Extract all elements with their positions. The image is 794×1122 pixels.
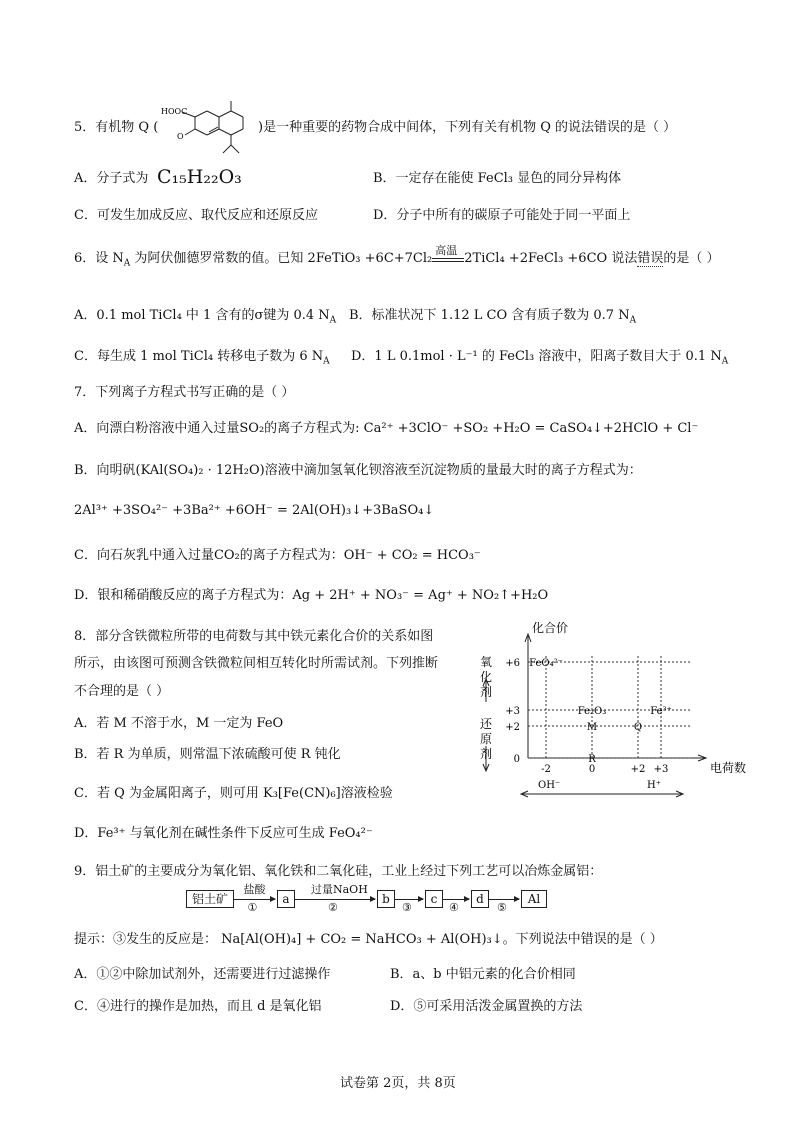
chart-point-label: FeO₄²⁻	[529, 658, 563, 669]
flow-arrow	[395, 899, 423, 900]
y-tick-label: +2	[505, 722, 520, 733]
q6-stem-part-c: 2TiCl₄ +2FeCl₃ +6CO 说法	[464, 251, 638, 266]
q7-option-b: B．向明矾(KAl(SO₄)₂ · 12H₂O)溶液中滴加氢氧化钡溶液至沉淀物质的量最大时的离子方程式为：	[74, 463, 642, 478]
y-side-label-reductant-char: 剂	[480, 747, 493, 761]
q9-hint: 提示：③发生的反应是： Na[Al(OH)₄] + CO₂ = NaHCO₃ + Al(OH)₃↓。下列说法中错误的是（ ）	[74, 932, 663, 947]
q5-option-b: B．一定存在能使 FeCl₃ 显色的同分异构体	[373, 171, 622, 186]
y-side-label-oxidant-char: 氧	[480, 655, 493, 669]
chart-point-label: Fe₂O₃	[577, 706, 607, 717]
flow-box: d	[471, 890, 489, 908]
q5-option-c: C．可发生加成反应、取代反应和还原反应	[74, 208, 318, 223]
q5-option-a-formula: C₁₅H₂₂O₃	[157, 166, 242, 188]
q6-option-b	[349, 307, 636, 330]
q5-stem-start: 5．有机物 Q (	[74, 120, 159, 135]
x-tick-label: 0	[588, 764, 596, 775]
q5-option-a: A．分子式为	[74, 171, 149, 186]
y-tick-label: 0	[513, 754, 520, 765]
flow-step-label: ②	[328, 901, 338, 914]
x-tick-label: -2	[541, 764, 551, 775]
q8-option-b: B．若 R 为单质，则常温下浓硫酸可使 R 钝化	[74, 747, 341, 762]
q6-option-b-sub: A	[629, 315, 637, 326]
molecule-hooc-label: HOOC	[161, 107, 188, 116]
molecule-oxygen-label: O	[177, 132, 184, 141]
y-side-label-oxidant-char: 剂	[480, 685, 493, 699]
y-tick-label: +3	[505, 706, 520, 717]
y-side-label-reductant-char: 原	[480, 732, 493, 746]
q6-stem	[74, 244, 720, 273]
chart-point-label: Q	[633, 722, 643, 733]
flow-arrow	[443, 899, 469, 900]
q9-option-a: A．①②中除加试剂外，还需要进行过滤操作	[74, 967, 331, 982]
q8-option-c: C．若 Q 为金属阳离子，则可用 K₃[Fe(CN)₆]溶液检验	[74, 786, 393, 801]
x-tick-label: +2	[630, 764, 646, 775]
y-side-label-reductant-char: 还	[480, 717, 493, 731]
flow-arrow	[489, 899, 519, 900]
q9-option-b: B．a、b 中铝元素的化合价相同	[390, 967, 576, 982]
q8-stem-line2: 所示，由该图可预测含铁微粒间相互转化时所需试剂。下列推断	[74, 656, 439, 671]
q9-option-c: C．④进行的操作是加热，而且 d 是氧化铝	[74, 999, 322, 1014]
q6-option-d	[351, 348, 728, 371]
x-axis-label: 电荷数	[710, 761, 747, 775]
bottom-right-label: H⁺	[647, 780, 661, 791]
q6-stem-error-word: 错误	[637, 251, 664, 266]
flow-reagent-label: 过量NaOH	[311, 883, 368, 896]
q9-stem: 9．铝土矿的主要成分为氧化铝、氧化铁和二氧化硅，工业上经过下列工艺可以冶炼金属铝：	[74, 864, 603, 879]
flow-box: c	[425, 890, 443, 908]
molecule-q-structure	[157, 97, 257, 159]
q6-stem-part-b: 为阿伏伽德罗常数的值。已知 2FeTiO₃ +6C+7Cl₂	[130, 251, 433, 266]
q6-option-a-text: A．0.1 mol TiCl₄ 中 1 含有的σ键为 0.4 N	[74, 308, 330, 323]
flow-box: 铝土矿	[186, 890, 234, 908]
x-tick-label: +3	[653, 764, 669, 775]
q6-option-b-text: B．标准状况下 1.12 L CO 含有质子数为 0.7 N	[349, 308, 630, 323]
chart-point-label: R	[588, 754, 596, 765]
flow-box: b	[377, 890, 395, 908]
q8-stem-line3: 不合理的是（ ）	[74, 684, 170, 699]
q7-option-a: A．向漂白粉溶液中通入过量SO₂的离子方程式为: Ca²⁺ +3ClO⁻ +SO₂ +H₂O = CaSO₄↓+2HClO + Cl⁻	[74, 421, 699, 436]
q6-stem-sub: A	[123, 258, 131, 269]
q8-stem-line1: 8．部分含铁微粒所带的电荷数与其中铁元素化合价的关系如图	[74, 629, 434, 644]
q5-option-d: D．分子中所有的碳原子可能处于同一平面上	[373, 208, 631, 223]
q7-option-b-equation: 2Al³⁺ +3SO₄²⁻ +3Ba²⁺ +6OH⁻ = 2Al(OH)₃↓+3BaSO₄↓	[74, 503, 435, 518]
chart-point-label: M	[586, 722, 598, 733]
flow-step-label: ①	[247, 901, 258, 914]
q6-option-a-sub: A	[329, 315, 337, 326]
q7-stem: 7．下列离子方程式书写正确的是（ ）	[74, 385, 295, 400]
q8-option-a: A．若 M 不溶于水，M 一定为 FeO	[74, 716, 284, 731]
y-side-label-oxidant-char: 化	[480, 670, 493, 684]
q6-option-a	[74, 307, 336, 330]
y-tick-label: +6	[505, 658, 520, 669]
flow-reagent-label: 盐酸	[243, 883, 266, 896]
q6-option-c-sub: A	[323, 356, 330, 367]
flow-step-label: ⑤	[497, 901, 507, 914]
bottom-left-label: OH⁻	[538, 780, 561, 791]
flow-arrow	[295, 899, 375, 900]
flow-box: a	[277, 890, 295, 908]
q7-option-c: C．向石灰乳中通入过量CO₂的离子方程式为：OH⁻ + CO₂ = HCO₃⁻	[74, 548, 481, 563]
q6-stem-part-d: 的是（ ）	[663, 251, 720, 266]
flow-step-label: ③	[402, 901, 412, 914]
page-footer: 试卷第 2页，共 8页	[340, 1076, 456, 1091]
q6-condition-label: 高温	[435, 244, 458, 257]
iron-valence-chart	[468, 618, 748, 803]
q8-option-d: D．Fe³⁺ 与氧化剂在碱性条件下反应可生成 FeO₄²⁻	[74, 826, 373, 841]
flow-arrow	[234, 899, 275, 900]
flow-step-label: ④	[449, 901, 459, 914]
q9-option-d: D．⑤可采用活泼金属置换的方法	[390, 999, 583, 1014]
q6-option-d-sub: A	[721, 356, 729, 367]
q5-stem-end: )是一种重要的药物合成中间体，下列有关有机物 Q 的说法错误的是（ ）	[258, 120, 677, 135]
q6-reaction-condition	[432, 244, 464, 262]
y-axis-label: 化合价	[532, 621, 569, 635]
q6-option-c	[74, 348, 330, 371]
chart-point-label: Fe³⁺	[650, 706, 672, 717]
q6-option-c-text: C．每生成 1 mol TiCl₄ 转移电子数为 6 N	[74, 349, 324, 364]
flow-box: Al	[521, 890, 547, 908]
q6-option-d-text: D．1 L 0.1mol · L⁻¹ 的 FeCl₃ 溶液中，阳离子数目大于 0.1 N	[351, 349, 722, 364]
q7-option-d: D．银和稀硝酸反应的离子方程式为：Ag + 2H⁺ + NO₃⁻ = Ag⁺ + NO₂↑+H₂O	[74, 588, 549, 603]
q6-stem-part-a: 6．设 N	[74, 251, 124, 266]
